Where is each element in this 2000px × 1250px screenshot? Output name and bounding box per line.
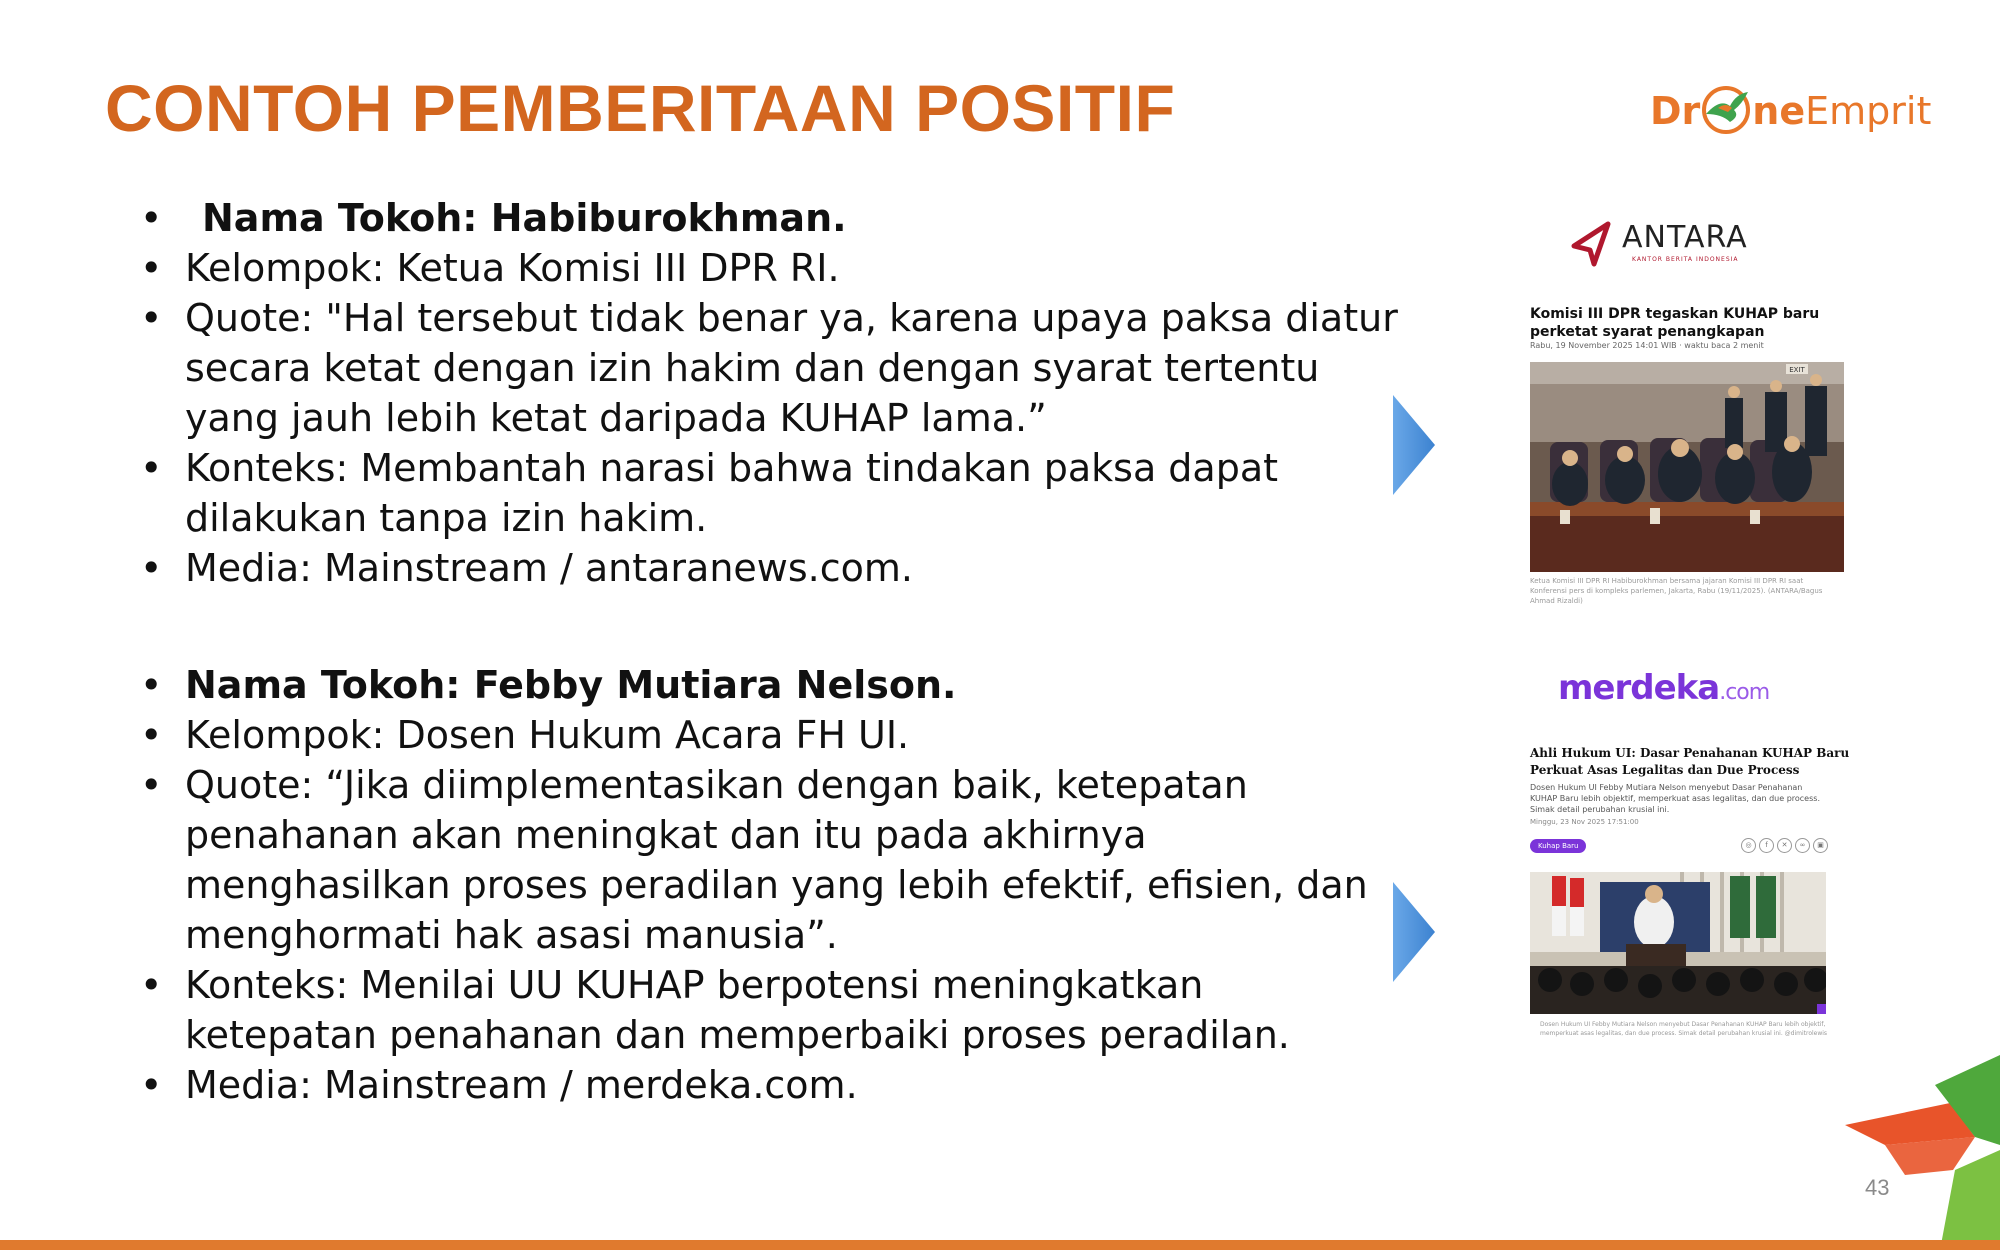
copy-icon[interactable]: ▣ [1813, 838, 1828, 853]
bullet-media: • Media: Mainstream / antaranews.com. [140, 543, 1400, 593]
bullet-quote: • Quote: "Hal tersebut tidak benar ya, karena upaya paksa diatur secara ketat dengan izin hakim dan dengan syarat tertentu yang jauh lebih ketat daripada KUHAP lama.” [140, 293, 1400, 443]
arrow-right-icon [1393, 882, 1435, 982]
bottom-accent-bar [0, 1240, 2000, 1250]
antara-brand: ANTARA [1622, 220, 1748, 255]
logo-text-dr: Dr [1650, 89, 1701, 133]
exit-sign: EXIT [1789, 366, 1805, 374]
bullet-quote: • Quote: “Jika diimplementasikan dengan baik, ketepatan penahanan akan meningkat dan itu pada akhirnya menghasilkan proses peradilan yang lebih efektif, efisien, dan menghormati hak asasi manusia”. [140, 760, 1400, 960]
bullet-kelompok: • Kelompok: Dosen Hukum Acara FH UI. [140, 710, 1400, 760]
arrow-right-icon [1393, 395, 1435, 495]
page-title: CONTOH PEMBERITAAN POSITIF [105, 71, 1176, 145]
antara-photo [1530, 362, 1844, 572]
merdeka-photo [1530, 872, 1826, 1014]
bullet-list-febby [140, 660, 1400, 1110]
link-icon[interactable]: ∞ [1795, 838, 1810, 853]
drone-bird-icon [1700, 84, 1752, 136]
bullet-konteks: • Konteks: Menilai UU KUHAP berpotensi meningkatkan ketepatan penahanan dan memperbaiki proses peradilan. [140, 960, 1400, 1060]
antara-caption: Ketua Komisi III DPR RI Habiburokhman bersama jajaran Komisi III DPR RI saat Konferensi pers di kompleks parlemen, Jakarta, Rabu (19/11/2025). (ANTARA/Bagus Ahmad Rizaldi) [1530, 577, 1823, 605]
antara-meta: Rabu, 19 November 2025 14:01 WIB · waktu baca 2 menit [1530, 341, 1764, 350]
antara-headline[interactable]: Komisi III DPR tegaskan KUHAP baru perketat syarat penangkapan [1530, 306, 1820, 340]
merdeka-headline[interactable]: Ahli Hukum UI: Dasar Penahanan KUHAP Baru Perkuat Asas Legalitas dan Due Process [1530, 746, 1850, 777]
merdeka-caption: Dosen Hukum UI Febby Mutiara Nelson menyebut Dasar Penahanan KUHAP Baru lebih objektif, memperkuat asas legalitas, dan due process. Simak detail perubahan krusial ini. @dimitrolewis [1540, 1021, 1828, 1037]
antara-mark-icon [1568, 218, 1618, 268]
x-icon[interactable]: ✕ [1777, 838, 1792, 853]
drone-emprit-logo [1650, 68, 1932, 148]
logo-text-ne: ne [1752, 89, 1806, 133]
bullet-nama-tokoh: • Nama Tokoh: Febby Mutiara Nelson. [140, 660, 1400, 710]
logo-text-emprit: Emprit [1805, 89, 1932, 133]
merdeka-description: Dosen Hukum UI Febby Mutiara Nelson menyebut Dasar Penahanan KUHAP Baru lebih objektif, memperkuat asas legalitas, dan due process. Simak detail perubahan krusial ini. [1530, 783, 1820, 814]
bullet-konteks: • Konteks: Membantah narasi bahwa tindakan paksa dapat dilakukan tanpa izin hakim. [140, 443, 1400, 543]
bullet-nama-tokoh: • Nama Tokoh: Habiburokhman. [140, 193, 1400, 243]
whatsapp-icon[interactable]: ◎ [1741, 838, 1756, 853]
antara-tagline: KANTOR BERITA INDONESIA [1632, 256, 1739, 263]
merdeka-tag[interactable]: Kuhap Baru [1530, 839, 1586, 853]
antara-logo [1568, 214, 1768, 270]
bullet-media: • Media: Mainstream / merdeka.com. [140, 1060, 1400, 1110]
decorative-leaf-shapes [1845, 1055, 2000, 1250]
bullet-kelompok: • Kelompok: Ketua Komisi III DPR RI. [140, 243, 1400, 293]
facebook-icon[interactable]: f [1759, 838, 1774, 853]
merdeka-date: Minggu, 23 Nov 2025 17:51:00 [1530, 818, 1639, 826]
bullet-list-habiburokhman [140, 193, 1400, 593]
page-number: 43 [1865, 1175, 1890, 1200]
merdeka-logo: merdeka.com [1558, 668, 1770, 708]
